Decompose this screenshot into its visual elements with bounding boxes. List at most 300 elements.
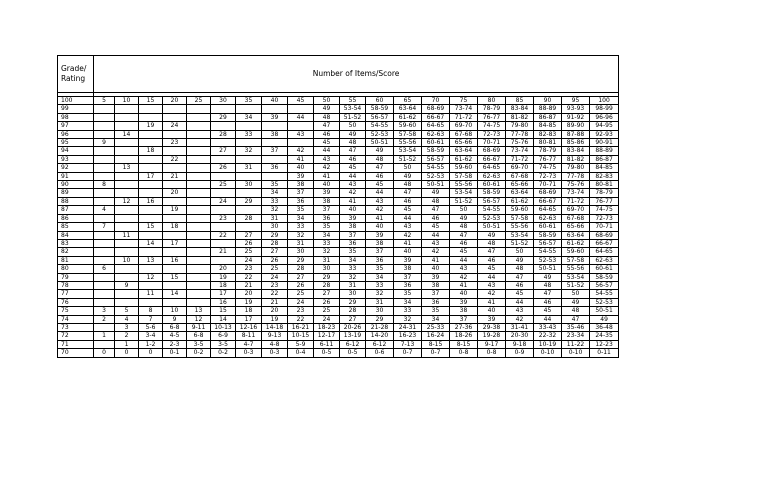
score-cell: 58-59	[366, 105, 394, 113]
score-cell	[262, 172, 288, 180]
score-cell: 55-56	[394, 139, 422, 147]
score-cell: 4	[94, 206, 115, 214]
score-cell: 72-73	[534, 172, 562, 180]
score-cell: 40	[366, 223, 394, 231]
score-cell: 29-38	[478, 323, 506, 331]
score-cell	[115, 239, 139, 247]
score-cell: 42	[506, 315, 534, 323]
column-header-rating: 100	[58, 97, 94, 105]
score-cell	[262, 139, 288, 147]
score-cell: 34	[262, 189, 288, 197]
score-cell	[94, 214, 115, 222]
score-cell	[187, 130, 211, 138]
score-cell: 30	[340, 290, 366, 298]
score-cell: 9-17	[478, 340, 506, 348]
score-cell: 19-28	[478, 332, 506, 340]
score-cell: 9-11	[187, 323, 211, 331]
rating-cell: 97	[58, 122, 94, 130]
score-cell: 25	[236, 248, 262, 256]
score-cell: 54-55	[422, 164, 450, 172]
score-cell: 14	[139, 239, 163, 247]
score-cell: 29	[236, 197, 262, 205]
score-cell: 36	[314, 214, 340, 222]
score-cell: 53-54	[562, 273, 590, 281]
score-cell: 44	[478, 273, 506, 281]
score-cell: 38	[340, 223, 366, 231]
score-cell: 66-67	[478, 155, 506, 163]
score-cell: 50	[562, 290, 590, 298]
score-cell	[115, 139, 139, 147]
score-cell: 58-59	[534, 231, 562, 239]
score-cell	[94, 231, 115, 239]
score-cell: 50-51	[590, 307, 619, 315]
score-cell	[115, 273, 139, 281]
score-cell	[139, 214, 163, 222]
score-cell: 48	[422, 197, 450, 205]
score-cell	[139, 130, 163, 138]
score-cell	[115, 206, 139, 214]
score-cell: 43	[394, 223, 422, 231]
score-cell: 0-4	[288, 349, 314, 357]
score-cell: 35	[394, 290, 422, 298]
rating-cell: 75	[58, 307, 94, 315]
score-cell: 49	[590, 315, 619, 323]
score-cell	[163, 113, 187, 121]
score-cell: 73-74	[506, 147, 534, 155]
score-cell	[163, 298, 187, 306]
score-cell: 36	[262, 164, 288, 172]
score-cell	[163, 197, 187, 205]
score-cell: 76-77	[478, 113, 506, 121]
score-cell: 9	[115, 281, 139, 289]
score-cell	[187, 181, 211, 189]
score-cell: 41	[366, 214, 394, 222]
score-cell: 43	[314, 155, 340, 163]
rating-cell: 96	[58, 130, 94, 138]
score-cell: 43	[422, 239, 450, 247]
score-cell: 47	[394, 189, 422, 197]
score-cell: 4-5	[163, 332, 187, 340]
table-row	[58, 105, 619, 113]
score-cell	[139, 281, 163, 289]
score-cell: 63-64	[450, 147, 478, 155]
score-cell	[94, 273, 115, 281]
score-cell: 38	[394, 265, 422, 273]
score-cell: 45	[314, 139, 340, 147]
score-cell: 45	[534, 307, 562, 315]
score-cell	[262, 105, 288, 113]
score-cell: 65-66	[450, 139, 478, 147]
score-cell: 25	[262, 265, 288, 273]
score-cell: 39	[314, 189, 340, 197]
score-cell: 29	[288, 256, 314, 264]
score-cell: 0-3	[236, 349, 262, 357]
score-cell: 32	[288, 231, 314, 239]
score-cell: 29	[262, 231, 288, 239]
score-cell: 41	[288, 155, 314, 163]
score-cell	[163, 147, 187, 155]
score-cell: 71-72	[506, 155, 534, 163]
column-header-items: 95	[562, 97, 590, 105]
score-cell	[94, 155, 115, 163]
score-cell: 46	[314, 130, 340, 138]
score-cell	[187, 239, 211, 247]
score-cell: 37	[262, 147, 288, 155]
table-row	[58, 349, 619, 357]
score-cell: 60-61	[422, 139, 450, 147]
score-cell: 62-63	[590, 256, 619, 264]
score-cell: 44	[340, 172, 366, 180]
score-cell: 3	[94, 307, 115, 315]
score-cell: 20	[211, 265, 236, 273]
score-cell: 64-65	[590, 248, 619, 256]
score-cell: 0	[115, 349, 139, 357]
score-cell	[236, 223, 262, 231]
score-cell: 16	[211, 298, 236, 306]
score-cell: 14	[163, 290, 187, 298]
score-cell	[163, 248, 187, 256]
rating-cell: 79	[58, 273, 94, 281]
score-cell	[187, 113, 211, 121]
score-cell: 68-69	[478, 147, 506, 155]
score-cell: 93-93	[562, 105, 590, 113]
score-cell: 43	[340, 181, 366, 189]
table-row	[58, 332, 619, 340]
score-cell: 40	[450, 290, 478, 298]
score-cell: 49	[366, 147, 394, 155]
score-cell: 34	[366, 273, 394, 281]
score-cell: 77-78	[562, 172, 590, 180]
score-cell	[236, 206, 262, 214]
score-cell: 42	[450, 273, 478, 281]
score-cell: 67-68	[506, 172, 534, 180]
score-cell	[139, 105, 163, 113]
column-header-items: 15	[139, 97, 163, 105]
score-cell: 0-9	[506, 349, 534, 357]
score-cell: 38	[288, 181, 314, 189]
score-cell: 73-74	[562, 189, 590, 197]
score-cell: 58-59	[478, 189, 506, 197]
score-cell: 78-79	[478, 105, 506, 113]
score-cell: 25	[288, 290, 314, 298]
score-cell	[211, 105, 236, 113]
score-cell: 61-62	[450, 155, 478, 163]
score-cell	[187, 172, 211, 180]
score-cell: 31	[314, 256, 340, 264]
score-cell: 8	[94, 181, 115, 189]
score-cell	[211, 172, 236, 180]
score-cell: 59-60	[506, 206, 534, 214]
score-cell: 38	[450, 307, 478, 315]
score-cell	[115, 155, 139, 163]
score-cell	[139, 139, 163, 147]
score-cell	[94, 290, 115, 298]
score-cell: 19	[139, 122, 163, 130]
score-cell: 41	[450, 281, 478, 289]
score-cell: 36	[422, 298, 450, 306]
rating-cell: 86	[58, 214, 94, 222]
score-cell: 44	[366, 189, 394, 197]
score-cell: 13-19	[340, 332, 366, 340]
score-cell	[115, 248, 139, 256]
score-cell: 78-79	[590, 189, 619, 197]
table-row	[58, 122, 619, 130]
score-cell: 33	[340, 265, 366, 273]
table-row	[58, 231, 619, 239]
score-cell: 41	[314, 172, 340, 180]
score-cell: 46	[422, 214, 450, 222]
column-header-row	[58, 97, 619, 105]
score-cell: 29	[366, 315, 394, 323]
score-cell: 32	[366, 290, 394, 298]
score-cell: 9-18	[506, 340, 534, 348]
table-row	[58, 147, 619, 155]
score-cell: 8-11	[236, 332, 262, 340]
score-cell: 17	[163, 239, 187, 247]
score-cell: 47	[422, 206, 450, 214]
column-header-items: 35	[236, 97, 262, 105]
score-cell	[139, 155, 163, 163]
score-cell: 81-82	[506, 113, 534, 121]
score-cell: 65-66	[506, 181, 534, 189]
score-cell	[94, 239, 115, 247]
score-cell: 33	[314, 239, 340, 247]
score-cell: 6-11	[314, 340, 340, 348]
score-cell: 42	[288, 147, 314, 155]
score-cell: 6	[94, 265, 115, 273]
score-cell: 37	[340, 231, 366, 239]
score-cell: 0-2	[211, 349, 236, 357]
score-cell: 56-57	[590, 281, 619, 289]
score-cell	[187, 164, 211, 172]
score-cell: 49	[450, 214, 478, 222]
score-cell: 3-5	[187, 340, 211, 348]
score-cell: 41	[422, 256, 450, 264]
score-cell: 21	[262, 298, 288, 306]
score-cell: 8-15	[422, 340, 450, 348]
score-cell: 34	[340, 256, 366, 264]
column-header-items: 75	[450, 97, 478, 105]
score-cell: 21	[236, 281, 262, 289]
score-cell: 45	[394, 206, 422, 214]
score-cell	[139, 164, 163, 172]
rating-cell: 81	[58, 256, 94, 264]
score-cell: 33-43	[534, 323, 562, 331]
score-cell	[211, 139, 236, 147]
score-cell	[163, 105, 187, 113]
score-cell	[187, 139, 211, 147]
rating-cell: 91	[58, 172, 94, 180]
score-cell: 0-10	[562, 349, 590, 357]
grading-table	[57, 55, 619, 358]
score-cell: 66-67	[590, 239, 619, 247]
score-cell: 20	[163, 189, 187, 197]
score-cell: 20	[262, 307, 288, 315]
score-cell: 61-62	[394, 113, 422, 121]
score-cell: 35	[314, 223, 340, 231]
column-header-items: 5	[94, 97, 115, 105]
score-cell: 68-69	[590, 231, 619, 239]
score-cell	[94, 256, 115, 264]
score-cell: 50	[450, 206, 478, 214]
score-cell: 47	[340, 147, 366, 155]
score-cell: 84-85	[534, 122, 562, 130]
score-cell: 24	[314, 315, 340, 323]
score-cell: 0-7	[394, 349, 422, 357]
score-cell: 38	[366, 239, 394, 247]
score-cell: 40	[478, 307, 506, 315]
score-cell: 0-6	[366, 349, 394, 357]
score-cell: 56-57	[422, 155, 450, 163]
score-cell: 63-64	[506, 189, 534, 197]
score-cell: 11-22	[562, 340, 590, 348]
score-cell: 6-8	[163, 323, 187, 331]
score-cell: 4-8	[262, 340, 288, 348]
rating-cell: 92	[58, 164, 94, 172]
score-cell: 6-8	[187, 332, 211, 340]
score-cell: 44	[422, 231, 450, 239]
score-cell: 59-60	[394, 122, 422, 130]
score-cell: 32	[314, 248, 340, 256]
score-cell: 35	[262, 181, 288, 189]
score-cell: 37	[366, 248, 394, 256]
score-cell: 13	[115, 164, 139, 172]
score-cell: 45	[506, 290, 534, 298]
score-cell	[288, 139, 314, 147]
score-cell: 1	[94, 332, 115, 340]
score-cell: 27-36	[450, 323, 478, 331]
score-cell: 14-18	[262, 323, 288, 331]
score-cell	[187, 223, 211, 231]
score-cell: 79-80	[562, 164, 590, 172]
score-cell: 32	[394, 315, 422, 323]
score-cell: 12	[187, 315, 211, 323]
score-cell: 36-48	[590, 323, 619, 331]
score-cell	[211, 256, 236, 264]
score-cell: 22	[211, 231, 236, 239]
score-cell	[139, 265, 163, 273]
score-cell: 60-61	[590, 265, 619, 273]
score-cell: 73-74	[450, 105, 478, 113]
score-cell	[187, 214, 211, 222]
score-cell: 37	[422, 290, 450, 298]
score-cell: 32	[340, 273, 366, 281]
score-cell: 57-58	[506, 214, 534, 222]
score-cell: 38	[422, 281, 450, 289]
score-cell	[163, 130, 187, 138]
score-cell: 94-95	[590, 122, 619, 130]
table-row	[58, 239, 619, 247]
score-cell: 42	[340, 189, 366, 197]
score-cell: 92-93	[590, 130, 619, 138]
score-cell: 60-61	[478, 181, 506, 189]
score-cell	[236, 155, 262, 163]
rating-cell: 99	[58, 105, 94, 113]
score-cell: 10-13	[211, 323, 236, 331]
score-cell: 44	[506, 298, 534, 306]
rating-cell: 89	[58, 189, 94, 197]
score-cell: 66-67	[534, 197, 562, 205]
score-cell: 91-92	[562, 113, 590, 121]
table-title: Number of Items/Score	[94, 56, 619, 93]
score-cell: 49	[314, 105, 340, 113]
score-cell: 0	[139, 349, 163, 357]
score-cell: 11	[139, 290, 163, 298]
score-cell: 71-72	[450, 113, 478, 121]
score-cell: 8	[139, 307, 163, 315]
score-cell: 50	[394, 164, 422, 172]
score-cell: 34	[236, 113, 262, 121]
score-cell	[187, 122, 211, 130]
score-cell: 33	[236, 130, 262, 138]
score-cell: 89-90	[562, 122, 590, 130]
score-cell: 35	[422, 307, 450, 315]
score-cell	[236, 139, 262, 147]
score-cell: 12	[115, 197, 139, 205]
score-cell: 47	[366, 164, 394, 172]
rating-cell: 98	[58, 113, 94, 121]
score-cell: 14	[211, 315, 236, 323]
score-cell: 12-17	[314, 332, 340, 340]
column-header-items: 10	[115, 97, 139, 105]
score-cell: 4	[115, 315, 139, 323]
score-cell: 20-26	[340, 323, 366, 331]
grade-rating-header	[58, 56, 94, 93]
score-cell: 36	[394, 281, 422, 289]
score-cell	[163, 181, 187, 189]
score-cell: 26	[262, 256, 288, 264]
score-cell	[139, 113, 163, 121]
score-cell: 87-88	[562, 130, 590, 138]
score-cell	[163, 281, 187, 289]
score-cell: 17	[139, 172, 163, 180]
score-cell: 49	[422, 189, 450, 197]
score-cell: 34	[394, 298, 422, 306]
score-cell: 3-4	[139, 332, 163, 340]
score-cell	[94, 147, 115, 155]
score-cell: 8-15	[450, 340, 478, 348]
rating-cell: 95	[58, 139, 94, 147]
rating-cell: 77	[58, 290, 94, 298]
score-cell	[236, 189, 262, 197]
score-cell: 33	[394, 307, 422, 315]
score-cell: 54-55	[590, 290, 619, 298]
score-cell: 22	[236, 273, 262, 281]
score-cell: 19	[236, 298, 262, 306]
score-cell: 52-53	[422, 172, 450, 180]
score-cell: 32	[236, 147, 262, 155]
rating-cell: 85	[58, 223, 94, 231]
score-cell: 45	[422, 223, 450, 231]
score-cell	[288, 122, 314, 130]
score-cell: 48	[314, 113, 340, 121]
score-cell: 57-58	[394, 130, 422, 138]
score-cell: 47	[562, 315, 590, 323]
score-cell: 18-26	[450, 332, 478, 340]
score-cell: 44	[288, 113, 314, 121]
score-cell: 90-91	[590, 139, 619, 147]
score-cell: 49	[478, 231, 506, 239]
score-cell	[211, 189, 236, 197]
column-header-items: 55	[340, 97, 366, 105]
score-cell: 27	[211, 147, 236, 155]
score-cell: 40	[422, 265, 450, 273]
score-cell	[211, 206, 236, 214]
score-cell: 47	[450, 231, 478, 239]
score-cell: 24	[288, 298, 314, 306]
score-cell: 28	[314, 281, 340, 289]
score-cell: 5-9	[288, 340, 314, 348]
